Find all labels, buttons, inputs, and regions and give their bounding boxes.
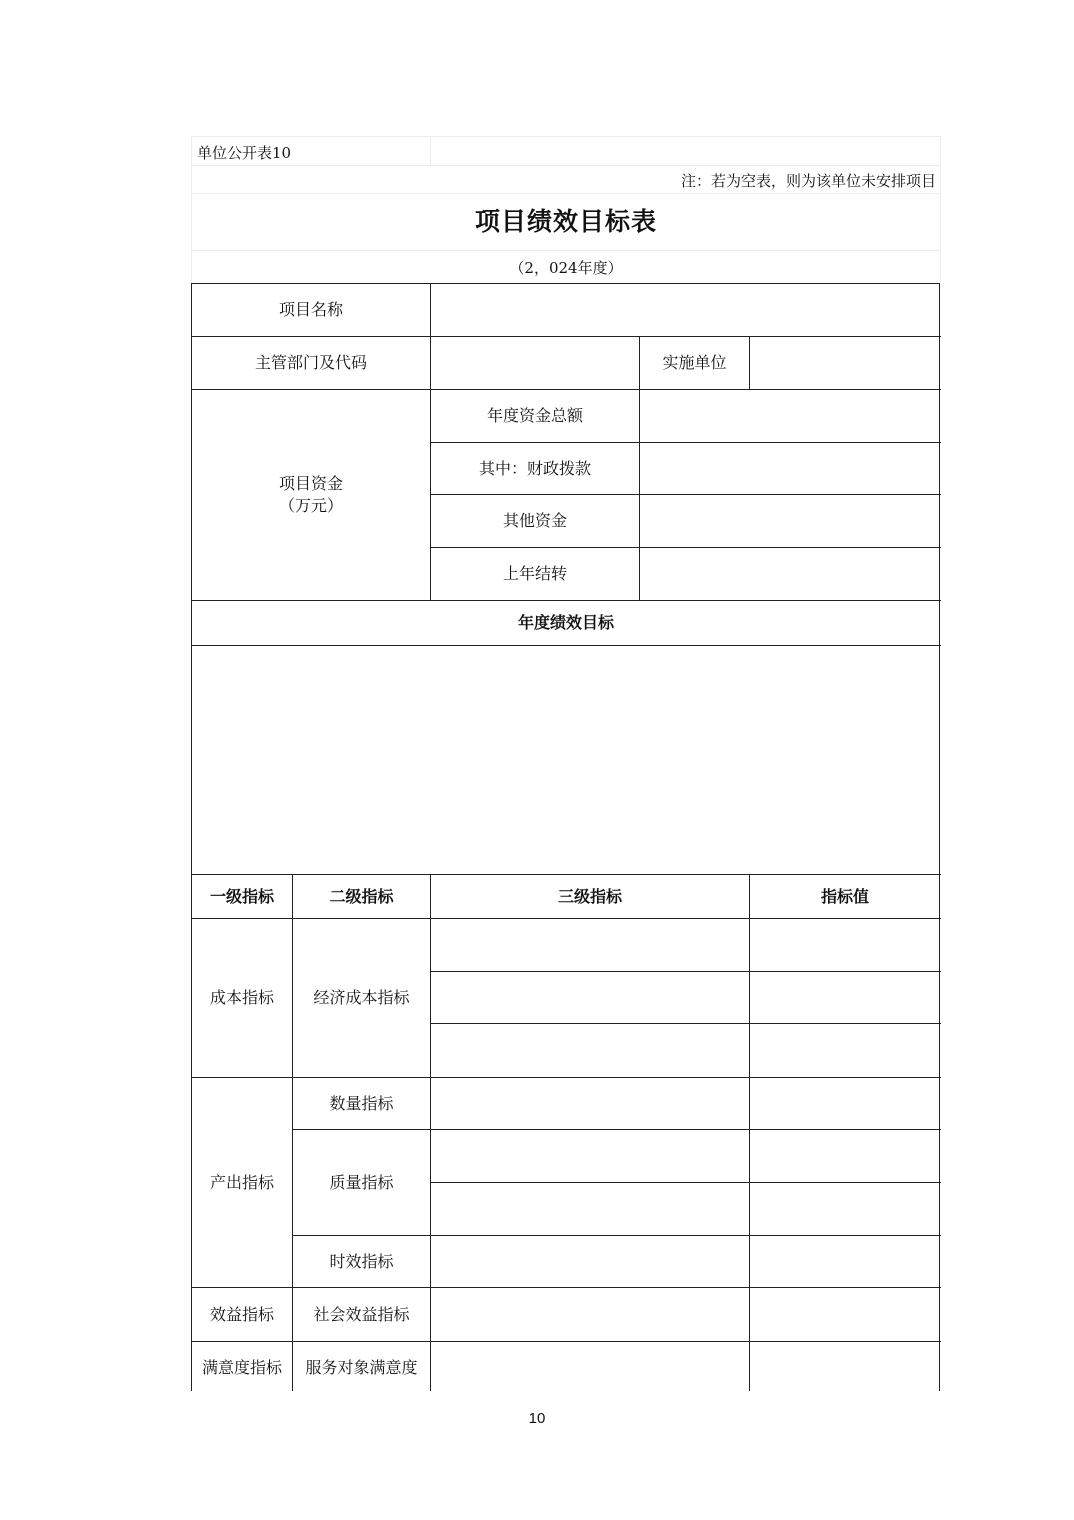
page-title: 项目绩效目标表 (474, 207, 657, 236)
form-id: 单位公开表10 (197, 143, 292, 162)
fund-row-value[interactable] (640, 548, 940, 600)
annual-goal-content[interactable] (192, 646, 940, 874)
level1-benefit: 效益指标 (209, 1304, 274, 1324)
empty-table-note: 注：若为空表，则为该单位未安排项目 (680, 171, 936, 190)
level2-service-satisfaction: 服务对象满意度 (305, 1358, 418, 1377)
impl-unit-label: 实施单位 (662, 353, 727, 372)
project-name-label: 项目名称 (278, 300, 343, 319)
level2-social-benefit: 社会效益指标 (313, 1304, 410, 1324)
fund-row-label: 年度资金总额 (486, 406, 583, 425)
header-indicator-value: 指标值 (820, 886, 869, 906)
page-number: 10 (528, 1410, 546, 1427)
level2-economic-cost: 经济成本指标 (313, 988, 410, 1007)
level1-satisfaction: 满意度指标 (201, 1358, 282, 1377)
project-name-value[interactable] (431, 284, 940, 336)
dept-code-value[interactable] (431, 337, 639, 389)
dept-code-label: 主管部门及代码 (254, 353, 367, 372)
fund-row-value[interactable] (640, 495, 940, 547)
header-level2: 二级指标 (329, 886, 394, 906)
level2-quality: 质量指标 (329, 1172, 394, 1192)
fund-row-label: 其他资金 (502, 511, 567, 530)
project-fund-unit: （万元） (278, 496, 343, 515)
level2-timeliness: 时效指标 (329, 1251, 394, 1271)
project-fund-label (192, 390, 430, 600)
project-fund-title: 项目资金 (278, 474, 343, 493)
fund-row-value[interactable] (640, 390, 940, 442)
level2-quantity: 数量指标 (329, 1093, 394, 1113)
header-level1: 一级指标 (209, 886, 274, 906)
level1-cost: 成本指标 (209, 988, 274, 1007)
fund-row-value[interactable] (640, 443, 940, 494)
fund-row-label: 上年结转 (502, 564, 567, 583)
impl-unit-value[interactable] (750, 337, 940, 389)
annual-goal-label: 年度绩效目标 (517, 613, 614, 632)
header-level3: 三级指标 (557, 886, 622, 906)
fund-row-label: 其中：财政拨款 (478, 458, 591, 478)
fiscal-year: （2，024年度） (509, 259, 623, 277)
level1-output: 产出指标 (209, 1172, 274, 1192)
